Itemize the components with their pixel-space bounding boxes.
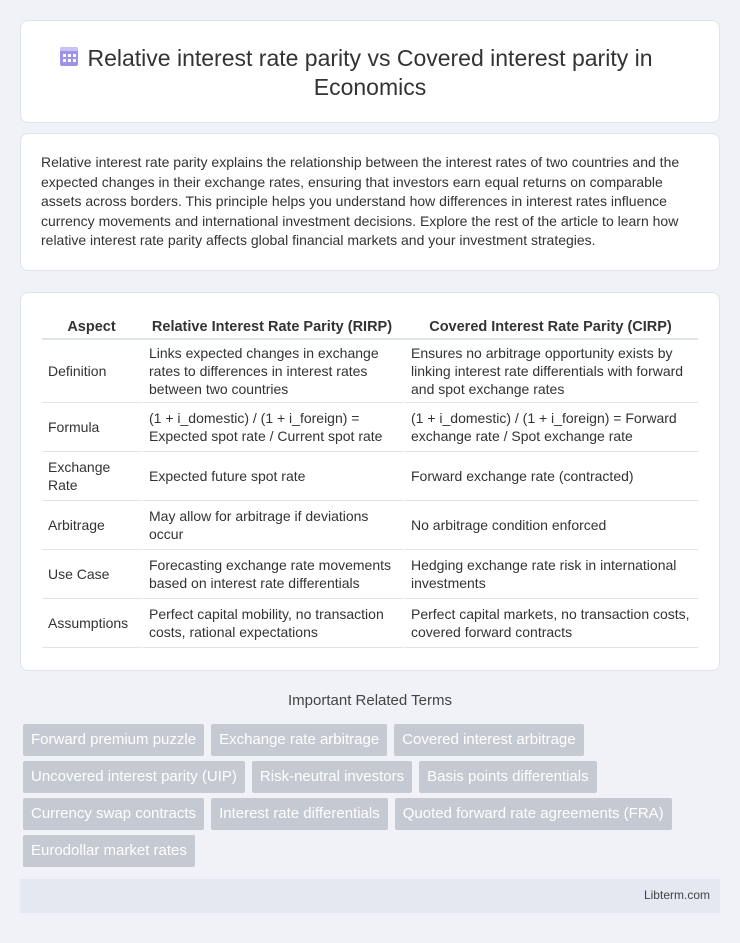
cell-cirp: No arbitrage condition enforced [403, 501, 698, 550]
cell-aspect: Arbitrage [42, 501, 141, 550]
related-term-tag[interactable]: Eurodollar market rates [23, 835, 195, 867]
related-term-tag[interactable]: Uncovered interest parity (UIP) [23, 761, 245, 793]
header-aspect: Aspect [42, 315, 141, 340]
related-terms-title: Important Related Terms [288, 692, 452, 709]
cell-rirp: Perfect capital mobility, no transaction costs, rational expectations [141, 599, 403, 648]
table-row [42, 501, 698, 550]
cell-rirp: Links expected changes in exchange rates to differences in interest rates between two countries [141, 340, 403, 403]
intro-card [20, 133, 720, 271]
related-term-tag[interactable]: Forward premium puzzle [23, 724, 204, 756]
cell-cirp: Forward exchange rate (contracted) [403, 452, 698, 501]
comparison-table [42, 315, 698, 648]
table-row [42, 599, 698, 648]
table-row [42, 550, 698, 599]
page-title [21, 44, 719, 102]
cell-aspect: Definition [42, 340, 141, 403]
footer-site-link[interactable]: Libterm.com [643, 888, 710, 902]
comparison-table-card [20, 292, 720, 671]
related-term-tag[interactable]: Basis points differentials [419, 761, 596, 793]
related-term-tag[interactable]: Covered interest arbitrage [394, 724, 583, 756]
header-cirp: Covered Interest Rate Parity (CIRP) [403, 315, 698, 340]
table-row [42, 340, 698, 403]
cell-rirp: May allow for arbitrage if deviations occur [141, 501, 403, 550]
related-terms-list [23, 724, 723, 872]
cell-cirp: Hedging exchange rate risk in international investments [403, 550, 698, 599]
intro-paragraph: Relative interest rate parity explains the relationship between the interest rates of two countries and the expected changes in their exchange rates, ensuring that investors earn equal returns on comparable assets across borders. This principle helps you understand how differences in interest rates influence currency movements and international investment decisions. Explore the rest of the article to learn how relative interest rate parity affects global financial markets and your investment strategies. [41, 154, 680, 249]
cell-rirp: Forecasting exchange rate movements based on interest rate differentials [141, 550, 403, 599]
related-term-tag[interactable]: Risk-neutral investors [252, 761, 412, 793]
header-rirp: Relative Interest Rate Parity (RIRP) [141, 315, 403, 340]
related-term-tag[interactable]: Exchange rate arbitrage [211, 724, 387, 756]
table-row [42, 403, 698, 452]
related-term-tag[interactable]: Quoted forward rate agreements (FRA) [395, 798, 672, 830]
table-row [42, 452, 698, 501]
page-title-line2: Economics [313, 74, 427, 100]
cell-aspect: Formula [42, 403, 141, 452]
cell-aspect: Exchange Rate [42, 452, 141, 501]
cell-cirp: (1 + i_domestic) / (1 + i_foreign) = Forward exchange rate / Spot exchange rate [403, 403, 698, 452]
table-header-row [42, 315, 698, 340]
cell-aspect: Assumptions [42, 599, 141, 648]
cell-rirp: Expected future spot rate [141, 452, 403, 501]
cell-aspect: Use Case [42, 550, 141, 599]
page-title-line1: Relative interest rate parity vs Covered interest parity in [87, 45, 653, 71]
cell-rirp: (1 + i_domestic) / (1 + i_foreign) = Expected spot rate / Current spot rate [141, 403, 403, 452]
title-card [20, 20, 720, 123]
footer [20, 879, 720, 913]
related-term-tag[interactable]: Currency swap contracts [23, 798, 204, 830]
related-term-tag[interactable]: Interest rate differentials [211, 798, 388, 830]
cell-cirp: Perfect capital markets, no transaction costs, covered forward contracts [403, 599, 698, 648]
cell-cirp: Ensures no arbitrage opportunity exists by linking interest rate differentials with forward and spot exchange rates [403, 340, 698, 403]
